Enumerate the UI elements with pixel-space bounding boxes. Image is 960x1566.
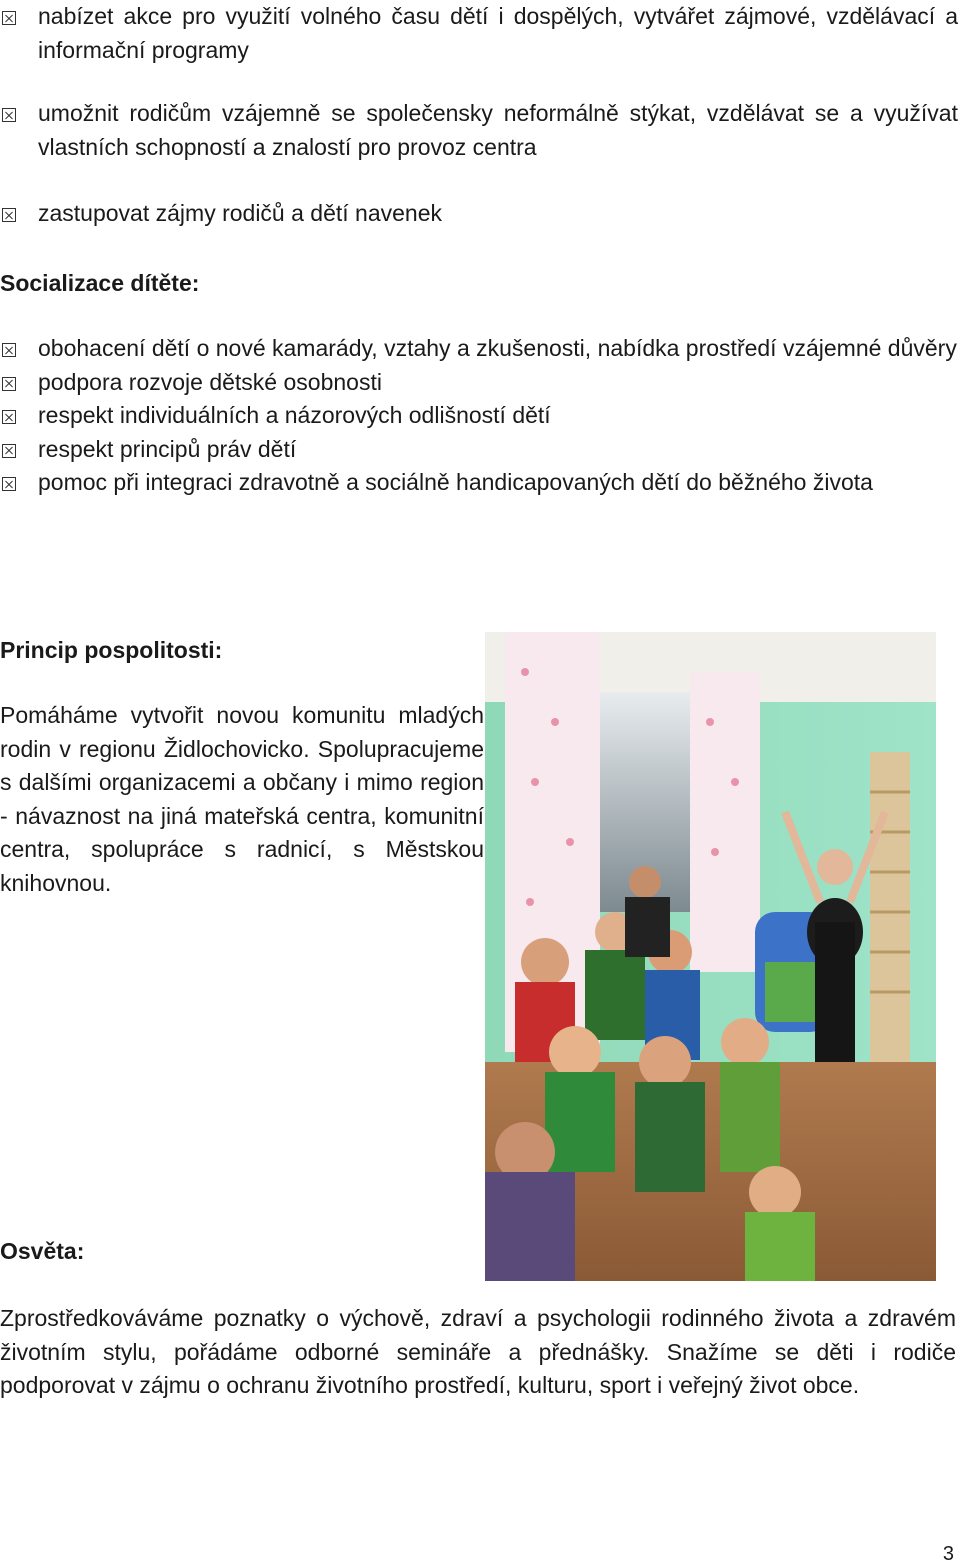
section-heading-socializace: Socializace dítěte:: [0, 270, 200, 296]
intro-list: [0, 0, 958, 67]
list-item: nabízet akce pro využití volného času dětí i dospělých, vytvářet zájmové, vzdělávací a informační programy: [0, 0, 958, 67]
socializace-list: [0, 332, 958, 500]
page-number: 3: [942, 1543, 954, 1565]
checkbox-x-icon: [2, 11, 16, 25]
photo-children-activity: [485, 632, 936, 1281]
section-heading-osveta: Osvěta:: [0, 1238, 85, 1264]
pospolitost-text: Pomáháme vytvořit novou komunitu mladých rodin v regionu Židlochovicko. Spolupracujeme s dalšími organizacemi a občany i mimo region - návaznost na jiná mateřská centra, komunitní centra, spolupráce s radnicí, s Městskou knihovnou.: [0, 702, 484, 896]
list-item: umožnit rodičům vzájemně se společensky neformálně stýkat, vzdělávat se a využívat vlastních schopností a znalostí pro provoz centra: [0, 97, 958, 164]
list-item: podpora rozvoje dětské osobnosti: [0, 366, 958, 400]
section-heading-pospolitost: Princip pospolitosti:: [0, 637, 223, 663]
checkbox-x-icon: [2, 410, 16, 424]
list-item: respekt individuálních a názorových odlišností dětí: [0, 399, 958, 433]
list-item: obohacení dětí o nové kamarády, vztahy a zkušenosti, nabídka prostředí vzájemné důvěry: [0, 332, 958, 366]
intro-list: [0, 197, 958, 231]
checkbox-x-icon: [2, 208, 16, 222]
list-item: respekt principů práv dětí: [0, 433, 958, 467]
checkbox-x-icon: [2, 343, 16, 357]
osveta-text: Zprostředkováváme poznatky o výchově, zdraví a psychologii rodinného života a zdravém životním stylu, pořádáme odborné semináře a přednášky. Snažíme se děti i rodiče podporovat v zájmu o ochranu životního prostředí, kulturu, sport i veřejný život obce.: [0, 1305, 956, 1398]
checkbox-x-icon: [2, 377, 16, 391]
intro-list: [0, 97, 958, 164]
checkbox-x-icon: [2, 477, 16, 491]
checkbox-x-icon: [2, 444, 16, 458]
list-item: pomoc při integraci zdravotně a sociálně handicapovaných dětí do běžného života: [0, 466, 958, 500]
checkbox-x-icon: [2, 108, 16, 122]
list-item: zastupovat zájmy rodičů a dětí navenek: [0, 197, 958, 231]
